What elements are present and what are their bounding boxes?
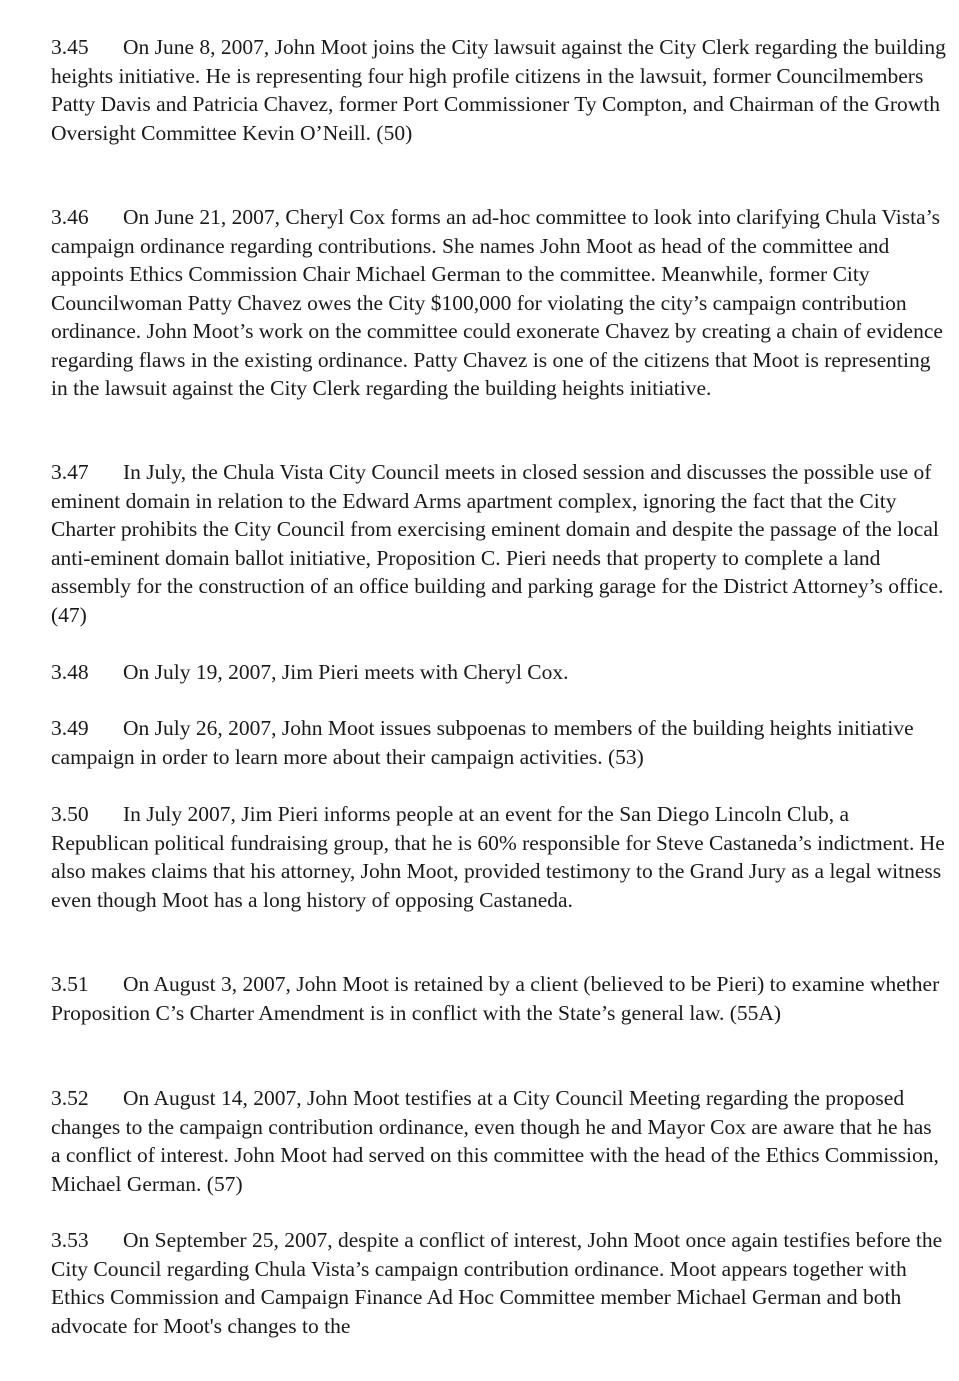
paragraph-3-50 bbox=[51, 800, 946, 914]
paragraph-3-46 bbox=[51, 203, 946, 403]
paragraph-text: On June 21, 2007, Cheryl Cox forms an ad-hoc committee to look into clarifying Chula Vista’s campaign ordinance regarding contributions. She names John Moot as head of the committee and appoints Ethics Commission Chair Michael German to the committee. Meanwhile, former City Councilwoman Patty Chavez owes the City $100,000 for violating the city’s campaign contribution ordinance. John Moot’s work on the committee could exonerate Chavez by creating a chain of evidence regarding flaws in the existing ordinance. Patty Chavez is one of the citizens that Moot is representing in the lawsuit against the City Clerk regarding the building heights initiative. bbox=[51, 205, 943, 400]
paragraph-number: 3.46 bbox=[51, 205, 89, 229]
paragraph-number: 3.45 bbox=[51, 35, 89, 59]
paragraph-number: 3.53 bbox=[51, 1228, 89, 1252]
paragraph-number: 3.49 bbox=[51, 716, 89, 740]
paragraph-3-49 bbox=[51, 714, 946, 771]
paragraph-text: On July 26, 2007, John Moot issues subpoenas to members of the building heights initiative campaign in order to learn more about their campaign activities. (53) bbox=[51, 716, 914, 769]
paragraph-number: 3.50 bbox=[51, 802, 89, 826]
paragraph-text: In July, the Chula Vista City Council meets in closed session and discusses the possible use of eminent domain in relation to the Edward Arms apartment complex, ignoring the fact that the City Charter prohibits the City Council from exercising eminent domain and despite the passage of the local anti-eminent domain ballot initiative, Proposition C. Pieri needs that property to complete a land assembly for the construction of an office building and parking garage for the District Attorney’s office. (47) bbox=[51, 460, 944, 627]
paragraph-text: In July 2007, Jim Pieri informs people at an event for the San Diego Lincoln Club, a Republican political fundraising group, that he is 60% responsible for Steve Castaneda’s indictment. He also makes claims that his attorney, John Moot, provided testimony to the Grand Jury as a legal witness even though Moot has a long history of opposing Castaneda. bbox=[51, 802, 945, 912]
paragraph-text: On September 25, 2007, despite a conflict of interest, John Moot once again testifies before the City Council regarding Chula Vista’s campaign contribution ordinance. Moot appears together with Ethics Commission and Campaign Finance Ad Hoc Committee member Michael German and both advocate for Moot's changes to the bbox=[51, 1228, 943, 1338]
paragraph-3-53 bbox=[51, 1226, 946, 1340]
paragraph-text: On July 19, 2007, Jim Pieri meets with Cheryl Cox. bbox=[123, 660, 569, 684]
paragraph-3-51 bbox=[51, 970, 946, 1027]
paragraph-text: On August 3, 2007, John Moot is retained by a client (believed to be Pieri) to examine whether Proposition C’s Charter Amendment is in conflict with the State’s general law. (55A) bbox=[51, 972, 940, 1025]
paragraph-3-47 bbox=[51, 458, 946, 629]
paragraph-text: On June 8, 2007, John Moot joins the City lawsuit against the City Clerk regarding the building heights initiative. He is representing four high profile citizens in the lawsuit, former Councilmembers Patty Davis and Patricia Chavez, former Port Commissioner Ty Compton, and Chairman of the Growth Oversight Committee Kevin O’Neill. (50) bbox=[51, 35, 946, 145]
paragraph-number: 3.47 bbox=[51, 460, 89, 484]
paragraph-3-52 bbox=[51, 1084, 946, 1198]
paragraph-number: 3.48 bbox=[51, 660, 89, 684]
paragraph-number: 3.52 bbox=[51, 1086, 89, 1110]
paragraph-number: 3.51 bbox=[51, 972, 89, 996]
paragraph-3-45 bbox=[51, 33, 946, 147]
paragraph-text: On August 14, 2007, John Moot testifies at a City Council Meeting regarding the proposed changes to the campaign contribution ordinance, even though he and Mayor Cox are aware that he has a conflict of interest. John Moot had served on this committee with the head of the Ethics Commission, Michael German. (57) bbox=[51, 1086, 939, 1196]
paragraph-3-48 bbox=[51, 658, 946, 687]
